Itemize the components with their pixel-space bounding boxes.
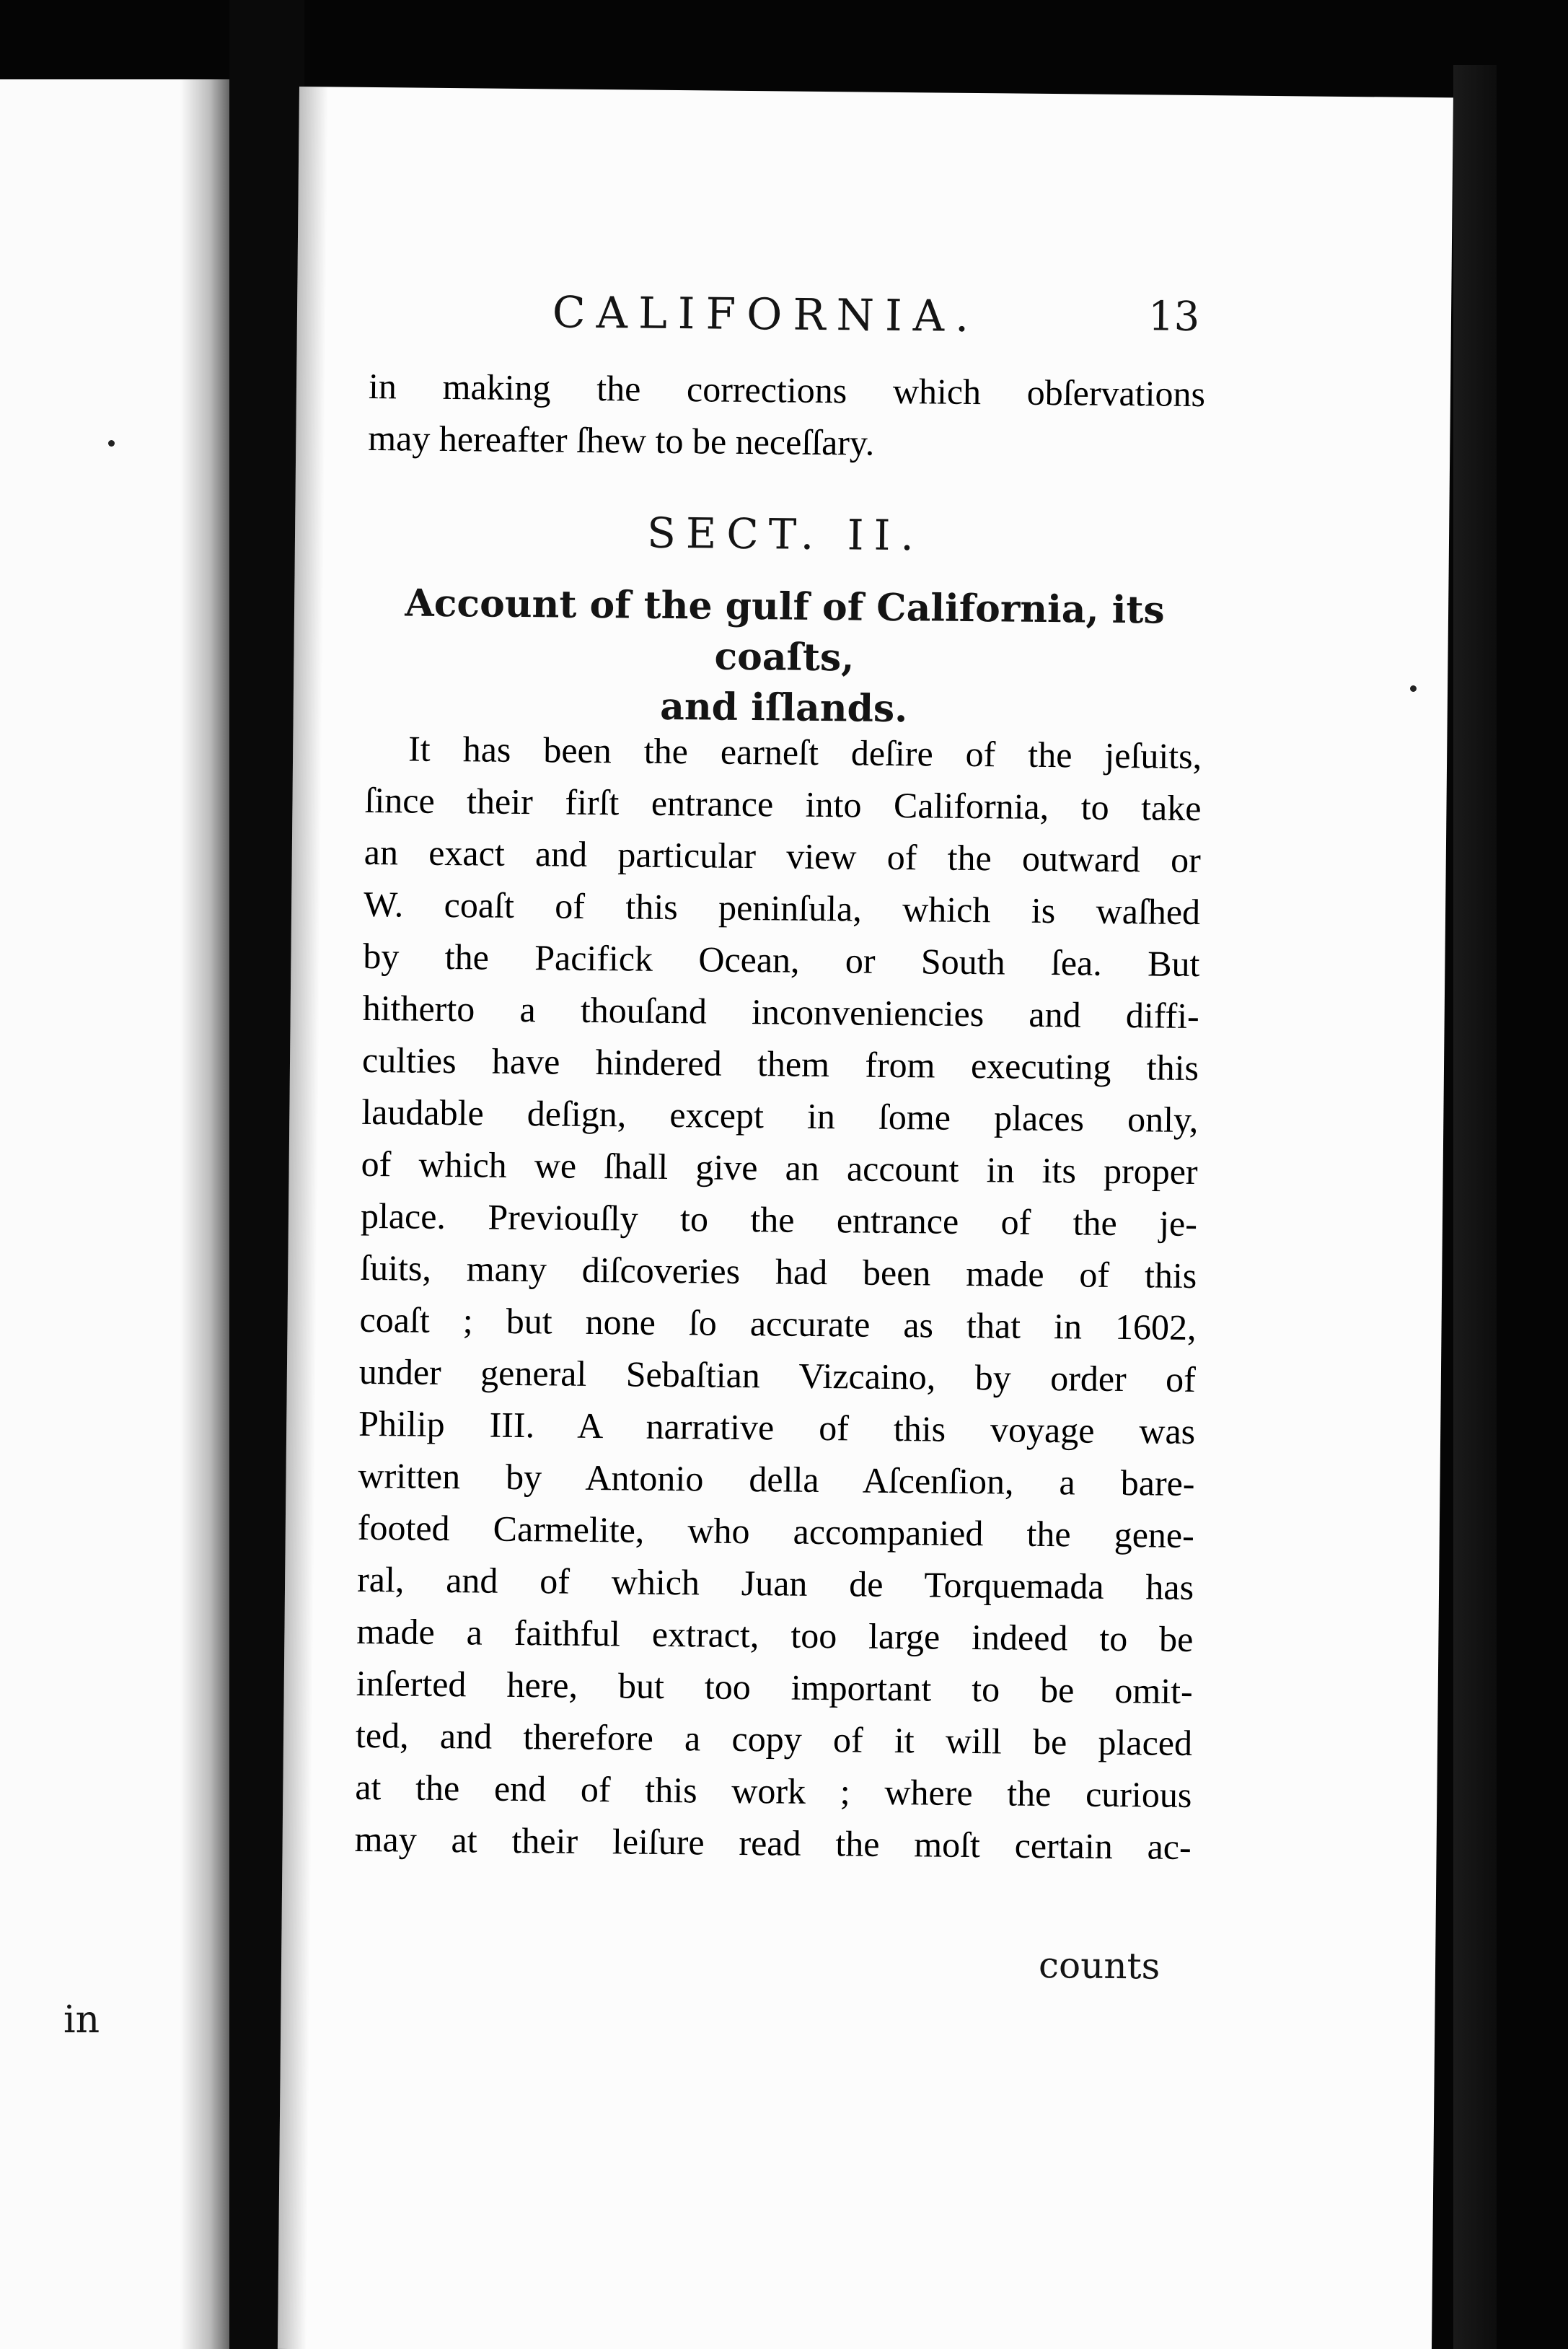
text-line: an exact and particular view of the outward or <box>364 831 1202 881</box>
text-line: written by Antonio della Aſcenſion, a bare- <box>358 1454 1195 1504</box>
section-label: SECT. II. <box>646 508 925 561</box>
text-line: ted, and therefore a copy of it will be placed <box>355 1714 1193 1763</box>
ink-speck <box>108 440 115 447</box>
text-line: ſince their firſt entrance into California, to take <box>364 779 1202 829</box>
text-block-top <box>368 360 1205 472</box>
text-line: laudable deſign, except in ſome places only, <box>361 1091 1199 1141</box>
text-line: place. Previouſly to the entrance of the je- <box>360 1195 1198 1244</box>
text-line: may at their leiſure read the moſt certain ac- <box>354 1818 1192 1867</box>
left-page-catchword: in <box>63 1998 100 2042</box>
text-line: inſerted here, but too important to be omit- <box>356 1662 1193 1711</box>
text-line: may hereafter ſhew to be neceſſary. <box>368 417 875 463</box>
section-heading <box>365 578 1203 737</box>
page-edge-stack <box>1453 65 1497 2349</box>
text-line: of which we ſhall give an account in its proper <box>361 1143 1198 1193</box>
left-gutter-shadow <box>180 79 229 2349</box>
text-line: footed Carmelite, who accompanied the gene- <box>357 1506 1195 1556</box>
text-line: in making the corrections which obſervations <box>368 365 1206 415</box>
text-line: It has been the earneſt deſire of the jeſuits, <box>408 728 1202 777</box>
ink-speck <box>1410 685 1417 692</box>
text-line: under general Sebaſtian Vizcaino, by order of <box>358 1351 1197 1400</box>
catchword: counts <box>1038 1944 1160 1988</box>
text-line: coaſt ; but none ſo accurate as that in 1602, <box>359 1299 1197 1348</box>
running-head: CALIFORNIA. <box>552 287 980 343</box>
text-line: ral, and of which Juan de Torquemada has <box>356 1558 1194 1607</box>
text-line: Philip III. A narrative of this voyage was <box>358 1402 1196 1452</box>
body-text <box>354 722 1202 1873</box>
section-heading-line: and iſlands. <box>659 684 908 732</box>
text-line: culties have hindered them from executing this <box>361 1039 1199 1089</box>
text-line: made a faithful extract, too large indeed to be <box>356 1610 1194 1659</box>
text-line: hitherto a thouſand inconveniencies and diffi- <box>362 987 1199 1037</box>
text-line: W. coaſt of this peninſula, which is waſhed <box>363 883 1201 933</box>
text-line: ſuits, many diſcoveries had been made of this <box>360 1247 1197 1296</box>
page-number: 13 <box>1148 293 1200 341</box>
text-line: at the end of this work ; where the curious <box>355 1766 1192 1815</box>
text-line: by the Pacifick Ocean, or South ſea. But <box>363 935 1200 985</box>
main-page <box>278 87 1453 2349</box>
section-heading-line: Account of the gulf of California, its coaſts, <box>405 581 1166 680</box>
